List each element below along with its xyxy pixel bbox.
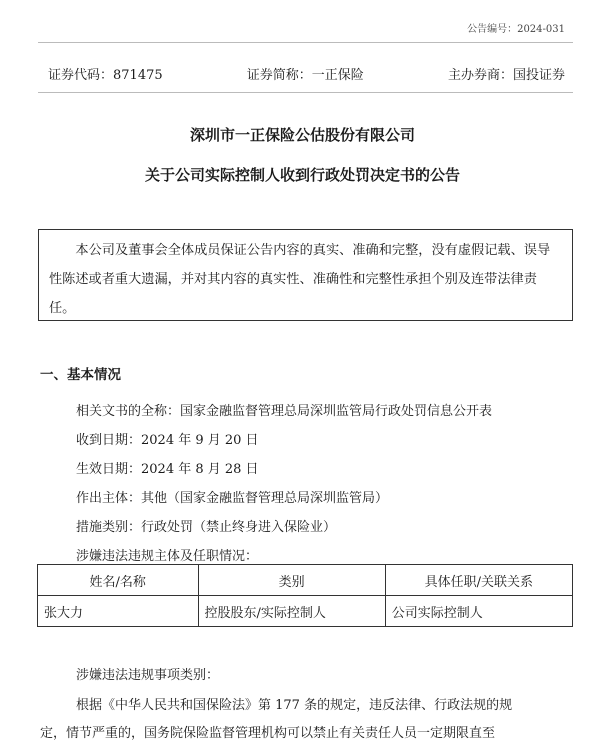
disclaimer-box <box>38 229 573 321</box>
section-heading-basic-info: 一、基本情况 <box>40 367 121 383</box>
disclaimer-text: 本公司及董事会全体成员保证公告内容的真实、准确和完整，没有虚假记载、误导性陈述或者重大遗漏，并对其内容的真实性、准确性和完整性承担个别及连带法律责任。 <box>49 243 551 316</box>
securities-info-row <box>48 64 565 83</box>
stock-code: 证券代码：871475 <box>48 68 163 83</box>
issuer: 作出主体：其他（国家金融监督管理总局深圳监管局） <box>76 491 389 506</box>
sponsor-broker: 主办券商：国投证券 <box>447 68 565 83</box>
table-row <box>38 596 573 627</box>
table-header: 类别 <box>198 565 385 596</box>
top-divider <box>38 42 573 43</box>
table-header: 姓名/名称 <box>38 565 199 596</box>
table-cell: 张大力 <box>38 596 199 627</box>
stock-name: 证券简称：一正保险 <box>246 68 364 83</box>
announcement-title: 关于公司实际控制人收到行政处罚决定书的公告 <box>144 166 460 184</box>
second-divider <box>38 92 573 93</box>
subject-label: 涉嫌违法违规主体及任职情况： <box>76 549 259 564</box>
table-header: 具体任职/关联关系 <box>385 565 572 596</box>
company-title: 深圳市一正保险公估股份有限公司 <box>189 126 415 144</box>
violation-type-label: 涉嫌违法违规事项类别： <box>76 668 220 683</box>
violation-text-line-1: 根据《中华人民共和国保险法》第 177 条的规定，违反法律、行政法规的规 <box>76 698 513 713</box>
notice-number: 公告编号：2024-031 <box>467 24 565 35</box>
violation-text-line-2: 定，情节严重的，国务院保险监督管理机构可以禁止有关责任人员一定期限直至 <box>40 726 496 741</box>
measure-type: 措施类别：行政处罚（禁止终身进入保险业） <box>76 520 337 535</box>
table-header-row <box>38 565 573 596</box>
effective-date: 生效日期：2024 年 8 月 28 日 <box>76 462 259 477</box>
table-cell: 公司实际控制人 <box>385 596 572 627</box>
subject-table <box>37 564 573 627</box>
table-cell: 控股股东/实际控制人 <box>198 596 385 627</box>
doc-full-name: 相关文书的全称：国家金融监督管理总局深圳监管局行政处罚信息公开表 <box>76 404 493 419</box>
received-date: 收到日期：2024 年 9 月 20 日 <box>76 433 259 448</box>
